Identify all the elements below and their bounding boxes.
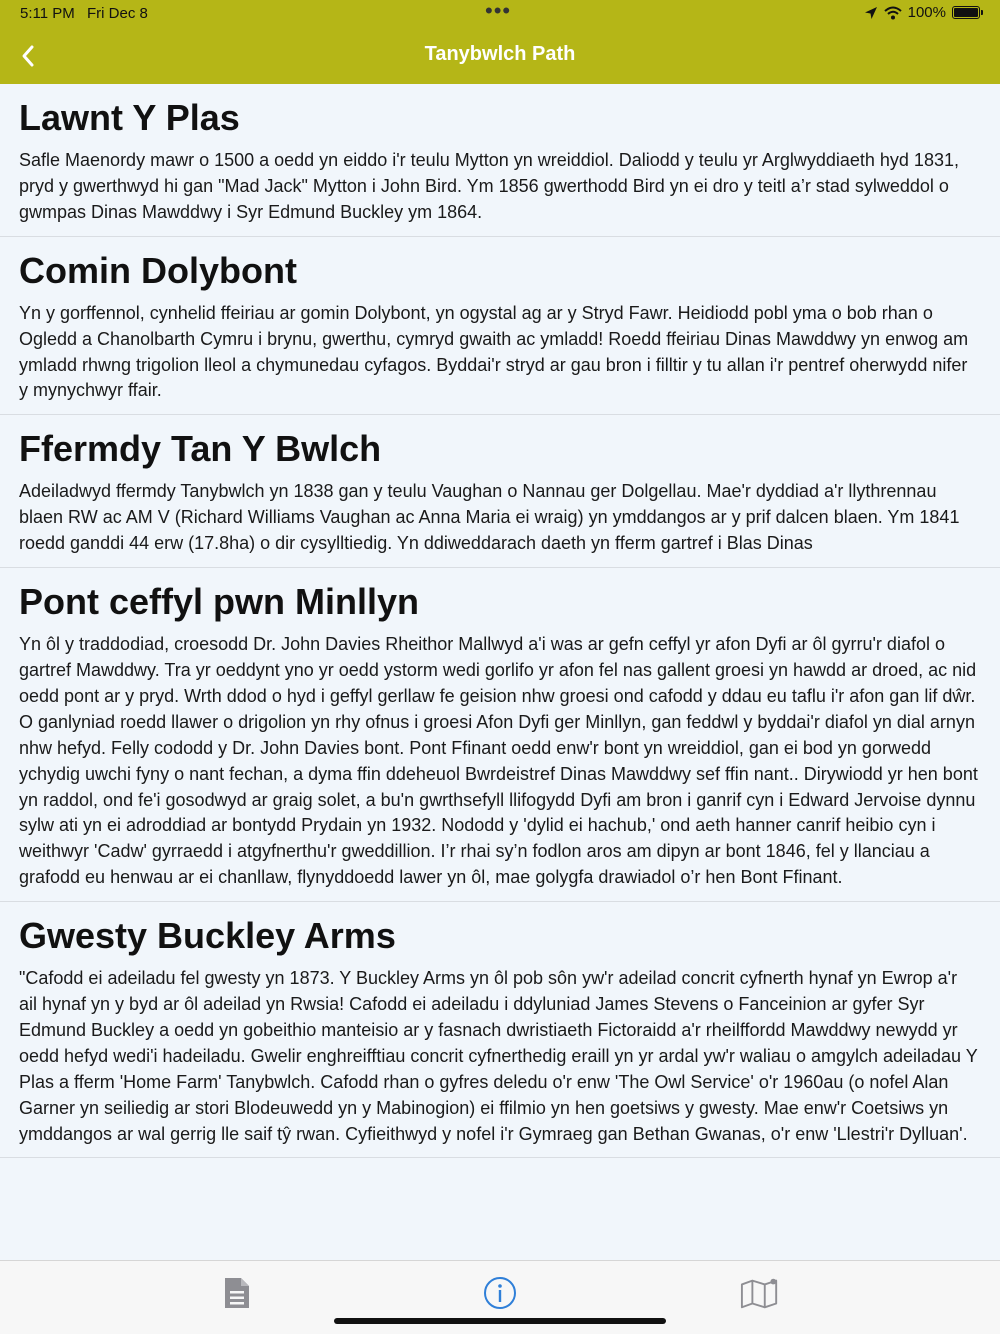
status-time: 5:11 PM [20,5,75,22]
content-list[interactable] [0,84,1000,1260]
document-icon [222,1276,252,1310]
status-bar [0,0,1000,28]
status-date: Fri Dec 8 [87,5,148,22]
section-body: Safle Maenordy mawr o 1500 a oedd yn eiddo i'r teulu Mytton yn wreiddiol. Daliodd y teulu yr Arglwyddiaeth hyd 1831, pryd y gwerthwyd hi gan "Mad Jack" Mytton i John Bird. Ym 1856 gwerthodd Bird yn ei dro y teitl a’r stad sylweddol o gwmpas Dinas Mawddwy i Syr Edmund Buckley ym 1864. [19,150,959,222]
section-body: Yn y gorffennol, cynhelid ffeiriau ar gomin Dolybont, yn ogystal ag ar y Stryd Fawr. Heidiodd pobl yma o bob rhan o Ogledd a Chanolbarth Cymru i brynu, gwerthu, cymryd gwaith ac ymladd! Roedd ffeiriau Dinas Mawddwy yn enwog am ymladd rhwng trigolion lleol a chymunedau cyfagos. Byddai'r stryd ar gau bron i filltir y tu allan i'r pentref oherwydd nifer y mynychwyr ffair. [19,302,969,401]
wifi-icon [884,6,902,20]
tab-map[interactable] [740,1273,780,1313]
multitasking-dots[interactable]: ••• [485,0,512,23]
tab-info[interactable] [480,1273,520,1313]
info-icon [483,1276,517,1310]
page-title: Tanybwlch Path [424,43,576,65]
list-item[interactable] [0,568,1000,902]
section-body: Adeiladwyd ffermdy Tanybwlch yn 1838 gan y teulu Vaughan o Nannau ger Dolgellau. Mae'r dyddiad a'r llythrennau blaen RW ac AM V (Richard Williams Vaughan ac Anna Maria ei wraig) yn ymddangos ar y prif dalcen blaen. Ym 1841 roedd ganddi 44 erw (17.8ha) o dir cysylltiedig. Yn ddiweddarach daeth yn fferm gartref i Blas Dinas [19,481,960,554]
battery-percent: 100% [907,4,946,21]
tab-document[interactable] [217,1273,257,1313]
header [0,0,1000,84]
list-item[interactable] [0,237,1000,416]
location-icon [864,6,878,20]
navigation-bar [0,28,1000,84]
section-title: Lawnt Y Plas [19,97,240,138]
map-icon [740,1276,780,1310]
list-item[interactable] [0,902,1000,1158]
section-title: Comin Dolybont [19,249,297,291]
section-title: Ffermdy Tan Y Bwlch [19,428,382,470]
section-body: "Cafodd ei adeiladu fel gwesty yn 1873. Y Buckley Arms yn ôl pob sôn yw'r adeilad concrit cyfnerth hynaf yn Ewrop a'r ail hynaf yn y byd ar ôl adeilad yn Rwsia! Cafodd ei adeiladu i ddyluniad James Stevens o Fanceinion ar gyfer Syr Edmund Buckley a oedd yn gobeithio manteisio ar y fasnach dwristiaeth Fictoraidd a'r rheilffordd Mawddwy newydd yr oedd hefyd wedi'i hadeiladu. Gwelir enghreifftiau concrit cyfnerthedig eraill yn yr ardal yw'r waliau o amgylch adeiladau Y Plas a fferm 'Home Farm' Tanybwlch. Cafodd rhan o gyfres deledu o'r enw 'The Owl Service' o'r 1960au (o nofel Alan Garner yn seiliedig ar stori Blodeuwedd yn y Mabinogion) ei ffilmio yn hen goetsiws y gwesty. Mae enw'r Coetsiws yn ymddangos ar wal gerrig lle saif tŷ rwan. Cyfieithwyd y nofel i'r Gymraeg gan Bethan Gwanas, o'r enw 'Llestri'r Dylluan'. [19,968,978,1144]
status-indicators [864,4,980,21]
section-body: Yn ôl y traddodiad, croesodd Dr. John Davies Rheithor Mallwyd a'i was ar gefn ceffyl yr afon Dyfi ar ôl gyrru'r diafol o gartref Mawddwy. Tra yr oeddynt yno yr oedd ystorm wedi gorlifo yr afon fel nas gallent groesi yn hawdd ar droed, ac nid oedd pont ar y pryd. Wrth ddod o hyd i geffyl gerllaw fe geision nhw groesi ond cafodd y ddau eu taflu i'r afon gan lif dŵr. O ganlyniad roedd llawer o drigolion yn rhy ofnus i groesi Afon Dyfi ger Minllyn, gan feddwl y byddai'r diafol yn dial arnyn nhw hefyd. Felly cododd y Dr. John Davies bont. Pont Ffinant oedd enw'r bont yn wreiddiol, gan ei bod yn gorwedd ychydig uwchi fyny o nant fechan, a dyma ffin ddeheuol Bwrdeistref Dinas Mawddwy sef ffin nant.. Dirywiodd yr hen bont yn raddol, ond fe'i gosodwyd ar graig solet, a bu'n gwrthsefyll llifogydd Dyfi am bron i ganrif cyn i Edward Jervoise dynnu sylw ati yn ei adroddiad ar bontydd Prydain yn 1932. Nododd y 'dylid ei hachub,' ond aeth hanner canrif heibio cyn i weithwyr 'Cadw' gyrraedd i atgyfnerthu'r gweddillion. I’r rhai sy’n fodlon aros am dipyn ar bont 1846, fel y llanciau a grafodd eu henwau ar ei chanllaw, flynyddoedd lawer yn ôl, mae golygfa drawiadol o’r hen Bont Ffinant. [19,634,978,888]
home-indicator[interactable] [334,1318,666,1324]
section-title: Pont ceffyl pwn Minllyn [19,581,420,623]
battery-icon [952,6,980,19]
list-item[interactable] [0,415,1000,568]
section-title: Gwesty Buckley Arms [19,915,396,957]
list-item[interactable] [0,84,1000,237]
